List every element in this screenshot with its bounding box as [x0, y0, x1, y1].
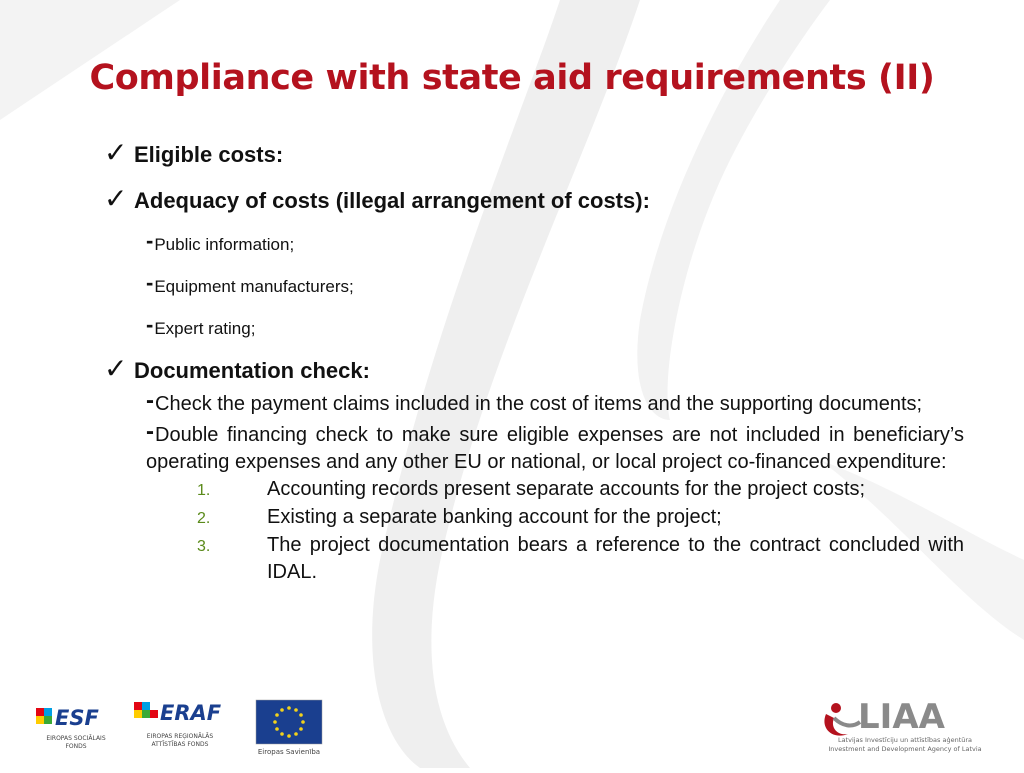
item-number: 2.	[197, 510, 211, 527]
footer-logos	[0, 688, 1024, 768]
bullet-label: Adequacy of costs (illegal arrangement of costs):	[134, 188, 650, 213]
numbered-list	[100, 476, 964, 586]
svg-text:EIROPAS SOCIĀLAIS: EIROPAS SOCIĀLAIS	[46, 735, 106, 742]
bullet-adequacy-of-costs	[100, 185, 964, 217]
dash-icon: -	[146, 418, 154, 445]
svg-text:Investment and Development Age: Investment and Development Agency of Latvia	[828, 745, 982, 753]
svg-text:EIROPAS REĢIONĀLĀS: EIROPAS REĢIONĀLĀS	[146, 733, 214, 740]
svg-text:Latvijas Investīciju un attīst: Latvijas Investīciju un attīstības aģentūra	[837, 736, 973, 744]
checkmark-icon: ✓	[104, 353, 128, 384]
list-item: -Double financing check to make sure eligible expenses are not included in beneficiary’s operating expenses and any other EU or national, or local project co-financed expenditure:	[146, 418, 964, 473]
liaa-name: LIAA	[858, 697, 945, 737]
list-item: -Check the payment claims included in the cost of items and the supporting documents;	[146, 387, 923, 415]
bullet-documentation-check	[100, 355, 964, 387]
item-number: 1.	[197, 482, 211, 499]
list-item: -Equipment manufacturers;	[146, 270, 354, 296]
svg-text:ATTĪSTĪBAS FONDS: ATTĪSTĪBAS FONDS	[151, 741, 209, 748]
dash-icon: -	[146, 387, 154, 414]
bullet-eligible-costs	[100, 139, 964, 171]
footer-logos-graphic	[0, 688, 1024, 768]
dash-icon: -	[146, 312, 154, 337]
bullet-label: Eligible costs:	[134, 142, 284, 167]
page-title: Compliance with state aid requirements (II)	[89, 58, 935, 98]
bullet-label: Documentation check:	[134, 358, 370, 383]
dash-icon: -	[146, 228, 154, 253]
esf-logo	[36, 706, 106, 750]
checkmark-icon: ✓	[104, 183, 128, 214]
svg-text:FONDS: FONDS	[65, 743, 87, 750]
item-number: 3.	[197, 538, 211, 555]
documentation-list	[100, 387, 964, 476]
numbered-item: 1. Accounting records present separate accounts for the project costs;	[197, 478, 866, 500]
slide-content	[100, 133, 964, 586]
checkmark-icon: ✓	[104, 137, 128, 168]
svg-text:Eiropas Savienība: Eiropas Savienība	[257, 748, 321, 756]
list-item: -Public information;	[146, 228, 295, 254]
list-item: -Expert rating;	[146, 312, 256, 338]
dash-icon: -	[146, 270, 154, 295]
eraf-name: ERAF	[160, 701, 222, 725]
adequacy-list	[100, 228, 964, 339]
esf-name: ESF	[55, 706, 99, 730]
numbered-item: 3. The project documentation bears a reference to the contract concluded with IDAL.	[197, 534, 964, 583]
liaa-logo	[824, 697, 981, 753]
eraf-logo	[134, 701, 222, 748]
eu-flag-logo	[256, 700, 322, 756]
numbered-item: 2. Existing a separate banking account for the project;	[197, 506, 722, 528]
